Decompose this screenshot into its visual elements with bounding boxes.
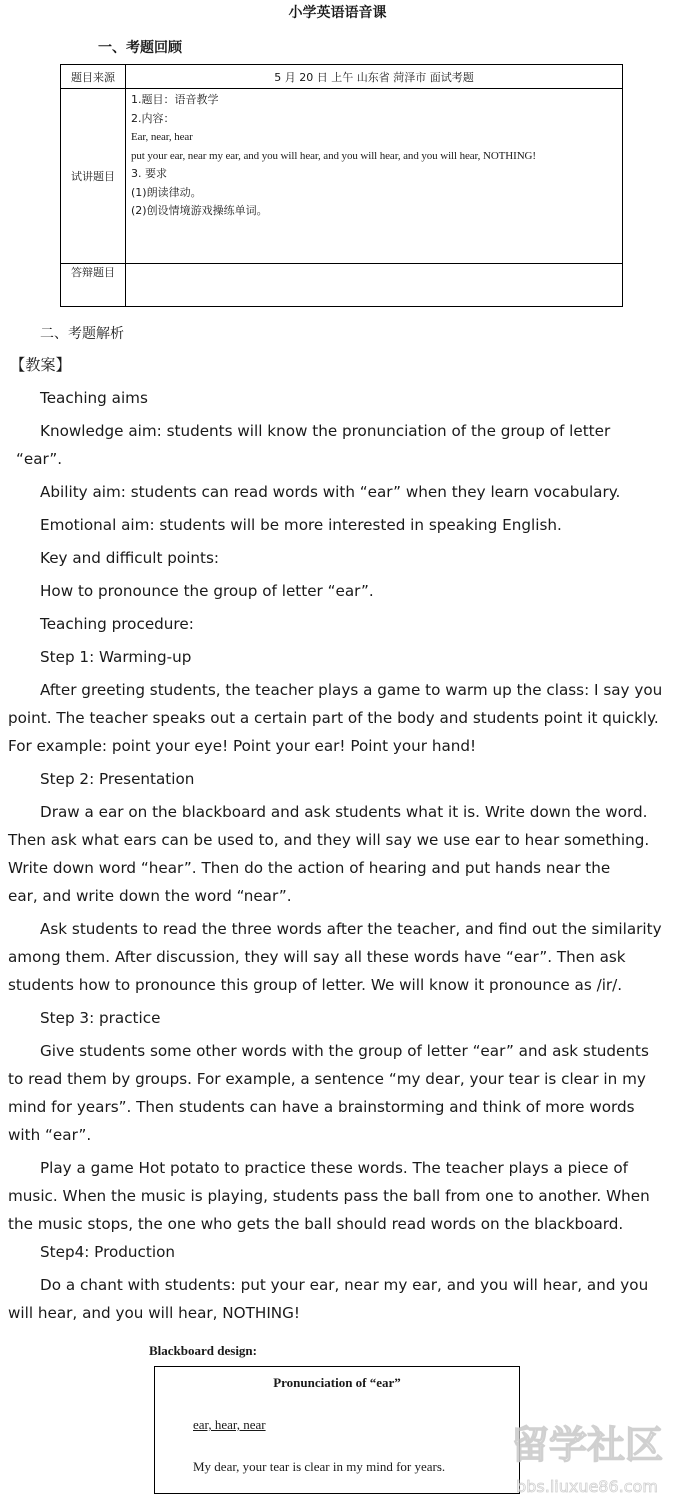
- blackboard-sentence: My dear, your tear is clear in my mind for years.: [193, 1459, 446, 1474]
- watermark-name: 留学社区: [510, 1423, 664, 1467]
- document-title: 小学英语语音课: [288, 5, 387, 21]
- table-row: [61, 65, 623, 89]
- topic-line: put your ear, near my ear, and you will hear, and you will hear, and you will hear, NOTHING!: [131, 149, 536, 162]
- procedure-heading: Teaching procedure:: [40, 615, 194, 633]
- paragraph-line: Ask students to read the three words after the teacher, and find out the similarity: [40, 920, 662, 938]
- source-value: 5 月 20 日 上午 山东省 菏泽市 面试考题: [126, 65, 623, 89]
- paragraph-line: to read them by groups. For example, a sentence “my dear, your tear is clear in my: [8, 1070, 646, 1088]
- blackboard-design-box: [154, 1366, 520, 1494]
- step3-title: Step 3: practice: [40, 1009, 161, 1027]
- exam-info-table: [60, 64, 623, 307]
- defense-label: 答辩题目: [61, 264, 126, 307]
- paragraph-line: Give students some other words with the group of letter “ear” and ask students: [40, 1042, 649, 1060]
- topic-line: 1.题目：语音教学: [131, 93, 219, 106]
- paragraph-line: will hear, and you will hear, NOTHING!: [8, 1304, 301, 1322]
- step2-title: Step 2: Presentation: [40, 770, 195, 788]
- paragraph-line: After greeting students, the teacher plays a game to warm up the class: I say you: [40, 681, 663, 699]
- paragraph-line: Draw a ear on the blackboard and ask students what it is. Write down the word.: [40, 803, 648, 821]
- watermark-url: bbs.liuxue86.com: [516, 1477, 658, 1496]
- topic-label: 试讲题目: [61, 89, 126, 264]
- teaching-aims: Teaching aims: [40, 389, 148, 407]
- watermark-logo-icon: [505, 1408, 675, 1505]
- paragraph-line: Then ask what ears can be used to, and they will say we use ear to hear something.: [8, 831, 650, 849]
- defense-content: [126, 264, 623, 307]
- paragraph-line: students how to pronounce this group of letter. We will know it pronounce as /ir/.: [8, 976, 623, 994]
- topic-line: Ear, near, hear: [131, 131, 193, 143]
- paragraph-line: with “ear”.: [8, 1126, 92, 1144]
- step4-title: Step4: Production: [40, 1243, 175, 1261]
- topic-line: (1)朗读律动。: [131, 185, 202, 199]
- paragraph-line: For example: point your eye! Point your ear! Point your hand!: [8, 737, 477, 755]
- paragraph-line: among them. After discussion, they will say all these words have “ear”. Then ask: [8, 948, 626, 966]
- blackboard-title: Pronunciation of “ear”: [273, 1375, 401, 1390]
- emotional-aim: Emotional aim: students will be more interested in speaking English.: [40, 516, 562, 534]
- knowledge-aim: Knowledge aim: students will know the pronunciation of the group of letter: [40, 422, 611, 440]
- topic-line: (2)创设情境游戏操练单词。: [131, 204, 268, 217]
- key-points-heading: Key and difficult points:: [40, 549, 220, 567]
- section-review-heading: 一、考题回顾: [98, 40, 182, 56]
- knowledge-aim-cont: “ear”.: [16, 450, 63, 468]
- paragraph-line: ear, and write down the word “near”.: [8, 887, 292, 905]
- step1-title: Step 1: Warming-up: [40, 648, 192, 666]
- blackboard-label: Blackboard design:: [149, 1343, 257, 1358]
- topic-line: 2.内容：: [131, 111, 175, 125]
- blackboard-words: ear, hear, near: [193, 1417, 266, 1432]
- table-row: [61, 264, 623, 307]
- site-watermark: [505, 1408, 675, 1505]
- paragraph-line: mind for years”. Then students can have a brainstorming and think of more words: [8, 1098, 635, 1116]
- topic-line: 3. 要求: [131, 167, 167, 180]
- lesson-heading: 【教案】: [10, 356, 71, 374]
- lesson-plan-body: [8, 351, 668, 1327]
- key-point: How to pronounce the group of letter “ear”.: [40, 582, 374, 600]
- topic-content: [126, 89, 623, 264]
- paragraph-line: music. When the music is playing, students pass the ball from one to another. When: [8, 1187, 650, 1205]
- section-analysis-heading: 二、考题解析: [40, 326, 124, 342]
- paragraph-line: the music stops, the one who gets the ball should read words on the blackboard.: [8, 1215, 624, 1233]
- ability-aim: Ability aim: students can read words with “ear” when they learn vocabulary.: [40, 483, 621, 501]
- paragraph-line: Do a chant with students: put your ear, near my ear, and you will hear, and you: [40, 1276, 649, 1294]
- table-row: [61, 89, 623, 264]
- paragraph-line: point. The teacher speaks out a certain part of the body and students point it quickly.: [8, 709, 659, 727]
- paragraph-line: Write down word “hear”. Then do the action of hearing and put hands near the: [8, 859, 611, 877]
- paragraph-line: Play a game Hot potato to practice these words. The teacher plays a piece of: [40, 1159, 628, 1177]
- source-label: 题目来源: [61, 65, 126, 89]
